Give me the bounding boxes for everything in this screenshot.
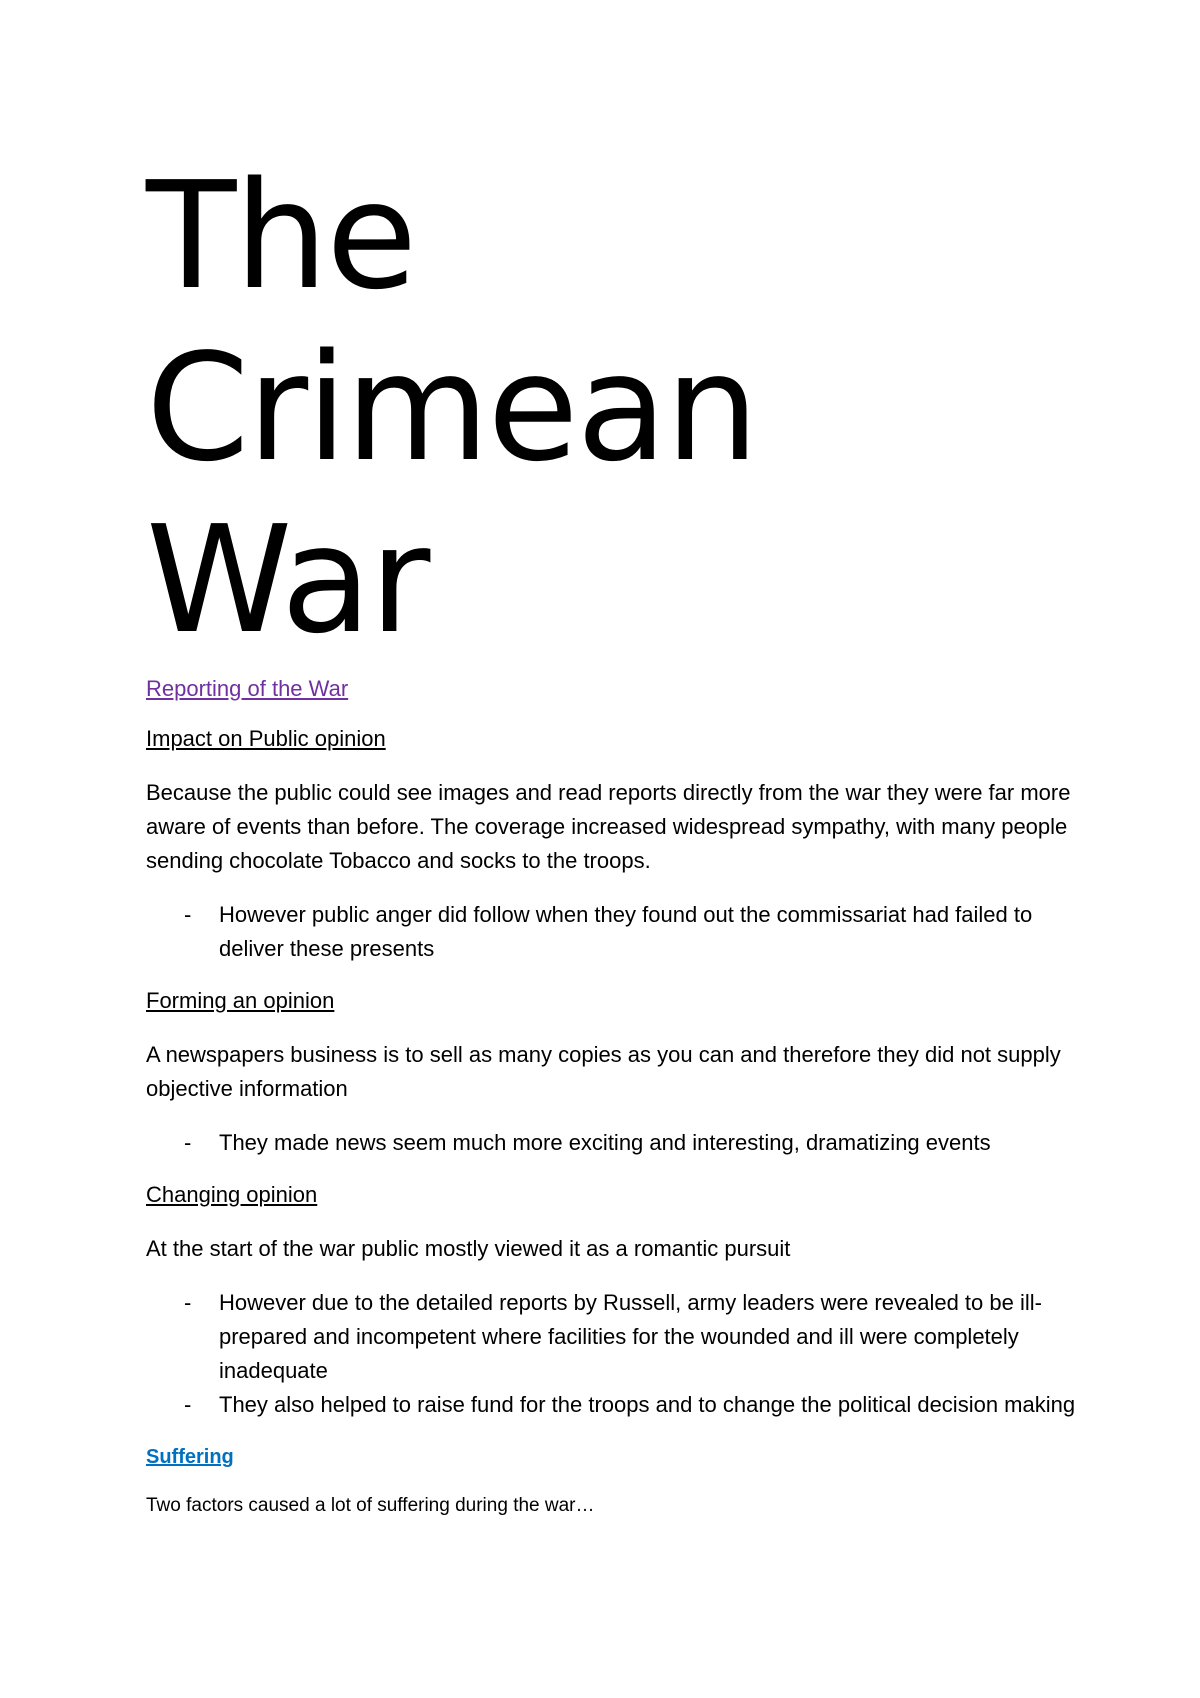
changing-bullet-list xyxy=(146,1286,1076,1422)
list-item xyxy=(146,1388,1076,1422)
title-line-3: War xyxy=(146,494,429,666)
impact-paragraph: Because the public could see images and read reports directly from the war they were far more aware of events than before. The coverage increased widespread sympathy, with many people sending chocolate Tobacco and socks to the troops. xyxy=(146,780,1071,873)
list-item xyxy=(146,1126,1076,1160)
document-title xyxy=(146,150,1076,666)
list-item xyxy=(146,1286,1076,1388)
impact-bullet-list xyxy=(146,898,1076,966)
title-line-1: The xyxy=(146,150,416,322)
dash-marker: - xyxy=(184,902,192,927)
title-line-2: Crimean xyxy=(146,322,758,494)
list-item xyxy=(146,898,1076,966)
reporting-of-the-war-link[interactable]: Reporting of the War xyxy=(146,676,349,701)
dash-marker: - xyxy=(184,1290,192,1315)
changing-heading: Changing opinion xyxy=(146,1182,318,1207)
document-page xyxy=(146,150,1076,1540)
bullet-text: However public anger did follow when they found out the commissariat had failed to deliver these presents xyxy=(219,902,1033,961)
forming-heading: Forming an opinion xyxy=(146,988,335,1013)
forming-paragraph: A newspapers business is to sell as many copies as you can and therefore they did not supply objective information xyxy=(146,1042,1061,1101)
forming-bullet-list xyxy=(146,1126,1076,1160)
suffering-link[interactable]: Suffering xyxy=(146,1446,234,1468)
dash-marker: - xyxy=(184,1392,192,1417)
bullet-text: They made news seem much more exciting and interesting, dramatizing events xyxy=(219,1130,991,1155)
suffering-paragraph: Two factors caused a lot of suffering during the war… xyxy=(146,1495,595,1516)
impact-heading: Impact on Public opinion xyxy=(146,726,386,751)
dash-marker: - xyxy=(184,1130,192,1155)
bullet-text: They also helped to raise fund for the troops and to change the political decision making xyxy=(219,1392,1076,1417)
changing-paragraph: At the start of the war public mostly viewed it as a romantic pursuit xyxy=(146,1236,791,1261)
bullet-text: However due to the detailed reports by Russell, army leaders were revealed to be ill-prepared and incompetent where facilities for the wounded and ill were completely inadequate xyxy=(219,1290,1042,1383)
